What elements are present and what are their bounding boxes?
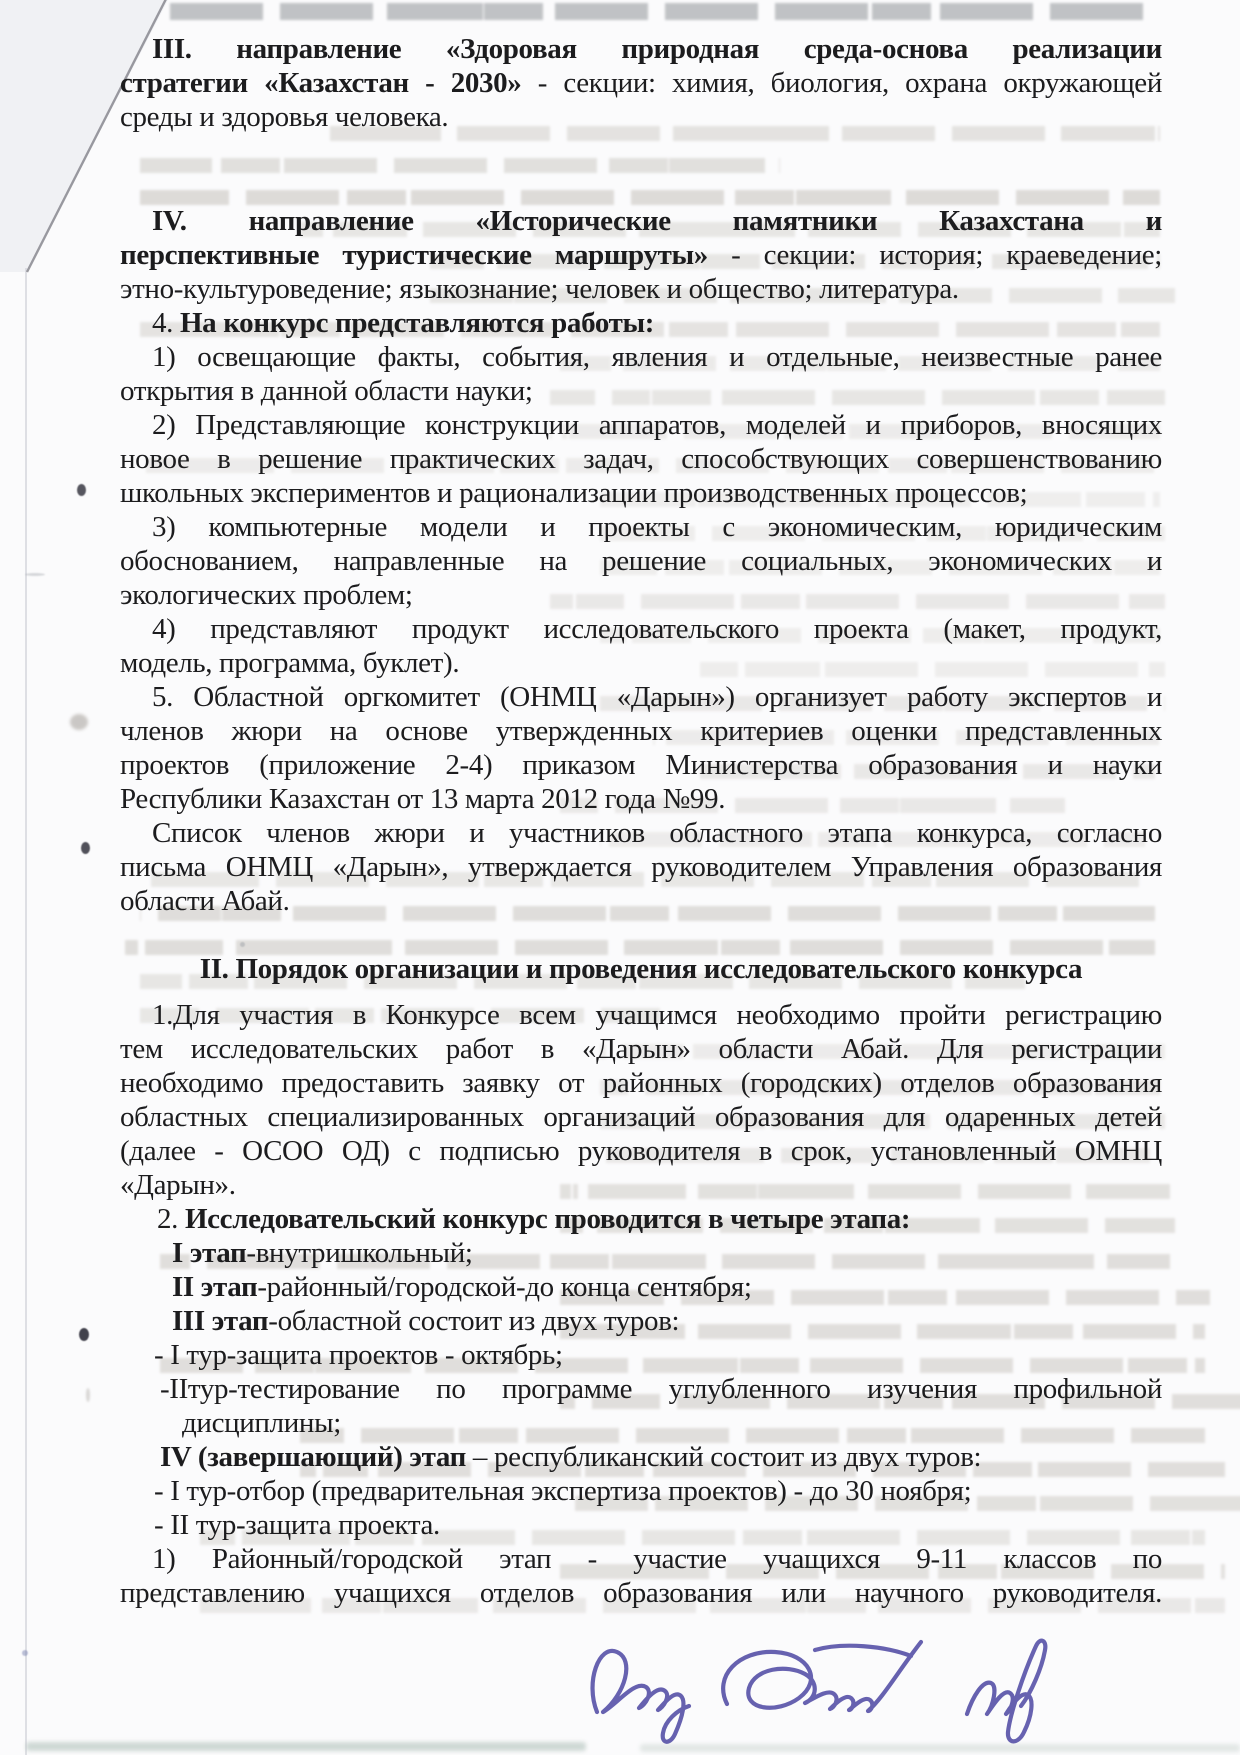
text-line xyxy=(120,32,1162,66)
paragraph xyxy=(120,408,1162,510)
text-line xyxy=(120,1134,1162,1168)
scan-edge-band xyxy=(26,1742,586,1751)
text-line xyxy=(120,1236,1162,1270)
text-segment: 1.Для участия в Конкурсе всем учащимся необходимо пройти регистрацию xyxy=(152,999,1162,1031)
text-line xyxy=(120,1542,1162,1576)
text-line xyxy=(120,850,1162,884)
text-line xyxy=(120,1202,1162,1236)
bold-text-segment: III этап xyxy=(172,1305,269,1337)
text-segment: письма ОНМЦ «Дарын», утверждается руководителем Управления образования xyxy=(120,851,1162,883)
paragraph xyxy=(120,340,1162,408)
paragraph xyxy=(120,1304,1162,1338)
text-segment: обоснованием, направленные на решение социальных, экономических и xyxy=(120,545,1162,577)
text-segment: - секции: история; краеведение; xyxy=(731,239,1162,271)
text-line xyxy=(120,646,1162,680)
ink-speck xyxy=(77,484,86,496)
text-line xyxy=(120,1270,1162,1304)
text-line xyxy=(120,306,1162,340)
paragraph xyxy=(120,1372,1162,1440)
text-line xyxy=(120,1168,1162,1202)
text-line xyxy=(120,748,1162,782)
paragraph xyxy=(120,816,1162,918)
bold-text-segment: стратегии «Казахстан - 2030» xyxy=(120,67,538,99)
ink-speck xyxy=(81,842,90,854)
bold-text-segment: I этап xyxy=(172,1237,247,1269)
text-line xyxy=(120,1508,1162,1542)
paragraph xyxy=(120,612,1162,680)
paragraph xyxy=(120,306,1162,340)
text-line xyxy=(120,66,1162,100)
paragraph xyxy=(120,1202,1162,1236)
text-line xyxy=(120,1338,1162,1372)
text-line xyxy=(120,238,1162,272)
text-segment: новое в решение практических задач, способствующих совершенствованию xyxy=(120,443,1162,475)
text-segment: -IIтур-тестирование по программе углубленного изучения профильной xyxy=(160,1373,1162,1405)
text-segment: 3) компьютерные модели и проекты с экономическим, юридическим xyxy=(152,511,1162,543)
ink-speck xyxy=(70,714,88,730)
text-segment: Список членов жюри и участников областного этапа конкурса, согласно xyxy=(152,817,1162,849)
bold-text-segment: III. направление «Здоровая природная среда-основа реализации xyxy=(152,33,1162,65)
text-line xyxy=(120,1066,1162,1100)
text-segment: членов жюри на основе утвержденных критериев оценки представленных xyxy=(120,715,1162,747)
text-line xyxy=(120,612,1162,646)
text-segment: представлению учащихся отделов образования или научного руководителя. xyxy=(120,1577,1162,1609)
text-line xyxy=(120,340,1162,374)
bold-text-segment: IV (завершающий) этап xyxy=(160,1441,466,1473)
text-line xyxy=(120,1304,1162,1338)
text-line xyxy=(120,714,1162,748)
paragraph xyxy=(120,998,1162,1202)
bold-text-segment: II. Порядок организации и проведения исследовательского конкурса xyxy=(199,953,1083,985)
paragraph xyxy=(120,1270,1162,1304)
paragraph xyxy=(120,1338,1162,1372)
bleedthrough-line xyxy=(170,3,1160,20)
text-line xyxy=(120,100,1162,134)
bold-text-segment: II этап xyxy=(172,1271,258,1303)
text-line xyxy=(120,680,1162,714)
text-line xyxy=(120,408,1162,442)
text-segment: области Абай. xyxy=(120,885,290,917)
ink-speck xyxy=(22,1650,28,1656)
document-text xyxy=(120,32,1162,1610)
text-segment: - I тур-защита проектов - октябрь; xyxy=(154,1339,563,1371)
text-segment: необходимо предоставить заявку от районных (городских) отделов образования xyxy=(120,1067,1162,1099)
signature xyxy=(585,1608,1055,1753)
signature-stroke-3 xyxy=(967,1641,1045,1742)
paragraph xyxy=(120,1440,1162,1474)
text-segment: - I тур-отбор (предварительная экспертиза проектов) - до 30 ноября; xyxy=(154,1475,972,1507)
text-segment: 1) освещающие факты, события, явления и отдельные, неизвестные ранее xyxy=(152,341,1162,373)
paragraph xyxy=(120,1508,1162,1542)
text-line xyxy=(120,272,1162,306)
paragraph xyxy=(120,680,1162,816)
paragraph xyxy=(120,204,1162,306)
ink-speck xyxy=(86,1388,90,1402)
text-line xyxy=(120,1406,1162,1440)
text-line xyxy=(120,998,1162,1032)
bold-text-segment: IV. направление «Исторические памятники Казахстана и xyxy=(152,205,1162,237)
paragraph xyxy=(120,1474,1162,1508)
text-segment: – республиканский состоит из двух туров: xyxy=(466,1441,982,1473)
text-line xyxy=(120,782,1162,816)
text-segment: модель, программа, буклет). xyxy=(120,647,460,679)
text-line xyxy=(120,1100,1162,1134)
text-segment: - секции: химия, биология, охрана окружающей xyxy=(537,67,1162,99)
text-segment: 4) представляют продукт исследовательского проекта (макет, продукт, xyxy=(152,613,1162,645)
text-line xyxy=(120,1032,1162,1066)
ink-speck xyxy=(79,1328,89,1341)
text-segment: 2. xyxy=(157,1203,185,1235)
ink-speck xyxy=(25,573,45,576)
paragraph xyxy=(120,510,1162,612)
text-segment: школьных экспериментов и рационализации производственных процессов; xyxy=(120,477,1028,509)
text-line xyxy=(120,1576,1162,1610)
text-segment: тем исследовательских работ в «Дарын» области Абай. Для регистрации xyxy=(120,1033,1162,1065)
bold-text-segment: Исследовательский конкурс проводится в четыре этапа: xyxy=(184,1203,911,1235)
text-line xyxy=(120,544,1162,578)
text-segment: областных специализированных организаций образования для одаренных детей xyxy=(120,1101,1162,1133)
signature-stroke-2 xyxy=(723,1642,921,1711)
text-segment: - II тур-защита проекта. xyxy=(154,1509,440,1541)
text-line xyxy=(120,442,1162,476)
page-edge-line xyxy=(25,268,27,1755)
text-line xyxy=(120,374,1162,408)
text-segment: -районный/городской-до конца сентября; xyxy=(257,1271,752,1303)
text-segment: 5. Областной оргкомитет (ОНМЦ «Дарын») организует работу экспертов и xyxy=(152,681,1162,713)
text-segment: -внутришкольный; xyxy=(246,1237,473,1269)
text-segment: Республики Казахстан от 13 марта 2012 года №99. xyxy=(120,783,726,815)
text-segment: открытия в данной области науки; xyxy=(120,375,533,407)
text-line xyxy=(120,1440,1162,1474)
section-heading xyxy=(120,952,1162,986)
bold-text-segment: перспективные туристические маршруты» xyxy=(120,239,732,271)
paragraph xyxy=(120,1236,1162,1270)
text-segment: среды и здоровья человека. xyxy=(120,101,449,133)
text-line xyxy=(120,884,1162,918)
text-line xyxy=(120,1372,1162,1406)
text-segment: 2) Представляющие конструкции аппаратов, моделей и приборов, вносящих xyxy=(152,409,1162,441)
bold-text-segment: На конкурс представляются работы: xyxy=(179,307,655,339)
text-segment: (далее - ОСОО ОД) с подписью руководителя в срок, установленный ОМНЦ xyxy=(120,1135,1162,1167)
text-segment: экологических проблем; xyxy=(120,579,413,611)
text-segment: проектов (приложение 2-4) приказом Министерства образования и науки xyxy=(120,749,1162,781)
text-segment: 1) Районный/городской этап - участие учащихся 9-11 классов по xyxy=(152,1543,1162,1575)
paragraph xyxy=(120,1542,1162,1610)
text-segment: дисциплины; xyxy=(182,1407,341,1439)
text-line xyxy=(120,816,1162,850)
heading-line xyxy=(120,952,1162,986)
paragraph xyxy=(120,32,1162,134)
text-line xyxy=(120,578,1162,612)
text-line xyxy=(120,204,1162,238)
text-segment: -областной состоит из двух туров: xyxy=(268,1305,680,1337)
text-segment: 4. xyxy=(152,307,180,339)
signature-stroke-1 xyxy=(593,1651,689,1742)
text-line xyxy=(120,1474,1162,1508)
text-segment: этно-культуроведение; языкознание; человек и общество; литература. xyxy=(120,273,959,305)
text-segment: «Дарын». xyxy=(120,1169,236,1201)
text-line xyxy=(120,476,1162,510)
text-line xyxy=(120,510,1162,544)
